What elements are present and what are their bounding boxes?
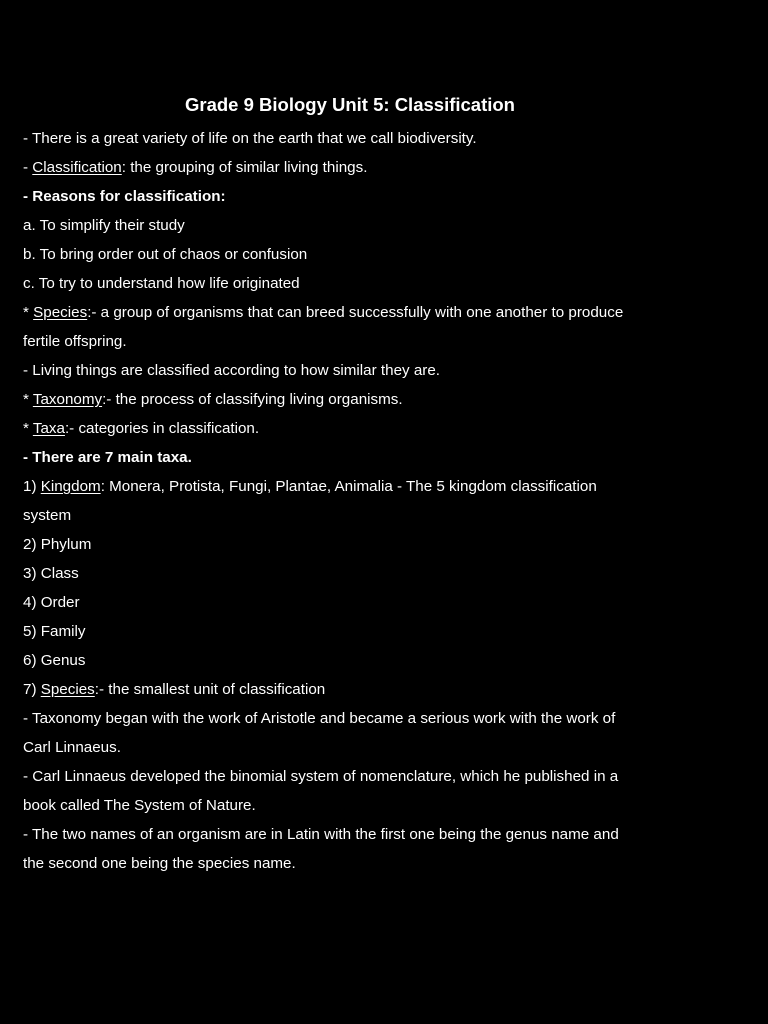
text-line	[23, 762, 683, 791]
line-prefix: *	[23, 304, 34, 321]
line-text: - There is a great variety of life on the earth that we call biodiversity.	[23, 130, 477, 147]
line-text: the second one being the species name.	[23, 855, 296, 872]
text-line	[23, 327, 683, 356]
line-text: system	[23, 507, 72, 524]
line-text: - Reasons for classification:	[23, 188, 226, 205]
line-text: :- categories in classification.	[64, 420, 260, 437]
line-text: a. To simplify their study	[23, 217, 185, 234]
line-prefix: 7)	[23, 681, 41, 698]
line-text: 3) Class	[23, 565, 79, 582]
line-text: - Carl Linnaeus developed the binomial system of nomenclature, which he published in a	[23, 768, 619, 785]
text-line	[23, 211, 683, 240]
line-text: : the grouping of similar living things.	[121, 159, 368, 176]
text-line	[23, 733, 683, 762]
line-text: :- a group of organisms that can breed successfully with one another to produce	[87, 304, 624, 321]
text-line	[23, 849, 683, 878]
line-text: - Living things are classified according to how similar they are.	[23, 362, 441, 379]
text-line	[23, 385, 683, 414]
text-line	[23, 646, 683, 675]
text-line	[23, 356, 683, 385]
text-line	[23, 269, 683, 298]
text-line	[23, 675, 683, 704]
text-line	[23, 820, 683, 849]
line-text: 4) Order	[23, 594, 80, 611]
line-text: book called The System of Nature.	[23, 797, 256, 814]
line-prefix: 1)	[23, 478, 41, 495]
text-line	[23, 414, 683, 443]
defined-term: Kingdom	[40, 478, 101, 495]
text-line	[23, 501, 683, 530]
text-line	[23, 298, 683, 327]
document-title: Grade 9 Biology Unit 5: Classification	[185, 94, 515, 115]
line-text: :- the smallest unit of classification	[94, 681, 326, 698]
defined-term: Taxonomy	[32, 391, 103, 408]
line-text: c. To try to understand how life originated	[23, 275, 300, 292]
line-text: 6) Genus	[23, 652, 86, 669]
defined-term: Species	[40, 681, 95, 698]
text-line	[23, 617, 683, 646]
line-text: b. To bring order out of chaos or confusion	[23, 246, 308, 263]
line-text: fertile offspring.	[23, 333, 127, 350]
text-line	[23, 472, 683, 501]
document-body	[23, 124, 683, 878]
line-text: - Taxonomy began with the work of Aristotle and became a serious work with the work of	[23, 710, 616, 727]
text-line	[23, 791, 683, 820]
line-text: - The two names of an organism are in Latin with the first one being the genus name and	[23, 826, 619, 843]
line-text: Carl Linnaeus.	[23, 739, 121, 756]
text-line	[23, 704, 683, 733]
defined-term: Species	[33, 304, 88, 321]
defined-term: Classification	[32, 159, 122, 176]
text-line	[23, 182, 683, 211]
line-text: 2) Phylum	[23, 536, 92, 553]
line-text: :- the process of classifying living organisms.	[102, 391, 403, 408]
text-line	[23, 153, 683, 182]
line-text: 5) Family	[23, 623, 86, 640]
line-prefix: -	[23, 159, 33, 176]
text-line	[23, 530, 683, 559]
text-line	[23, 588, 683, 617]
text-line	[23, 559, 683, 588]
line-prefix: *	[23, 391, 33, 408]
text-line	[23, 443, 683, 472]
line-text: - There are 7 main taxa.	[23, 449, 192, 466]
text-line	[23, 240, 683, 269]
line-text: : Monera, Protista, Fungi, Plantae, Animalia - The 5 kingdom classification	[100, 478, 597, 495]
defined-term: Taxa	[32, 420, 65, 437]
text-line	[23, 124, 683, 153]
line-prefix: *	[23, 420, 33, 437]
